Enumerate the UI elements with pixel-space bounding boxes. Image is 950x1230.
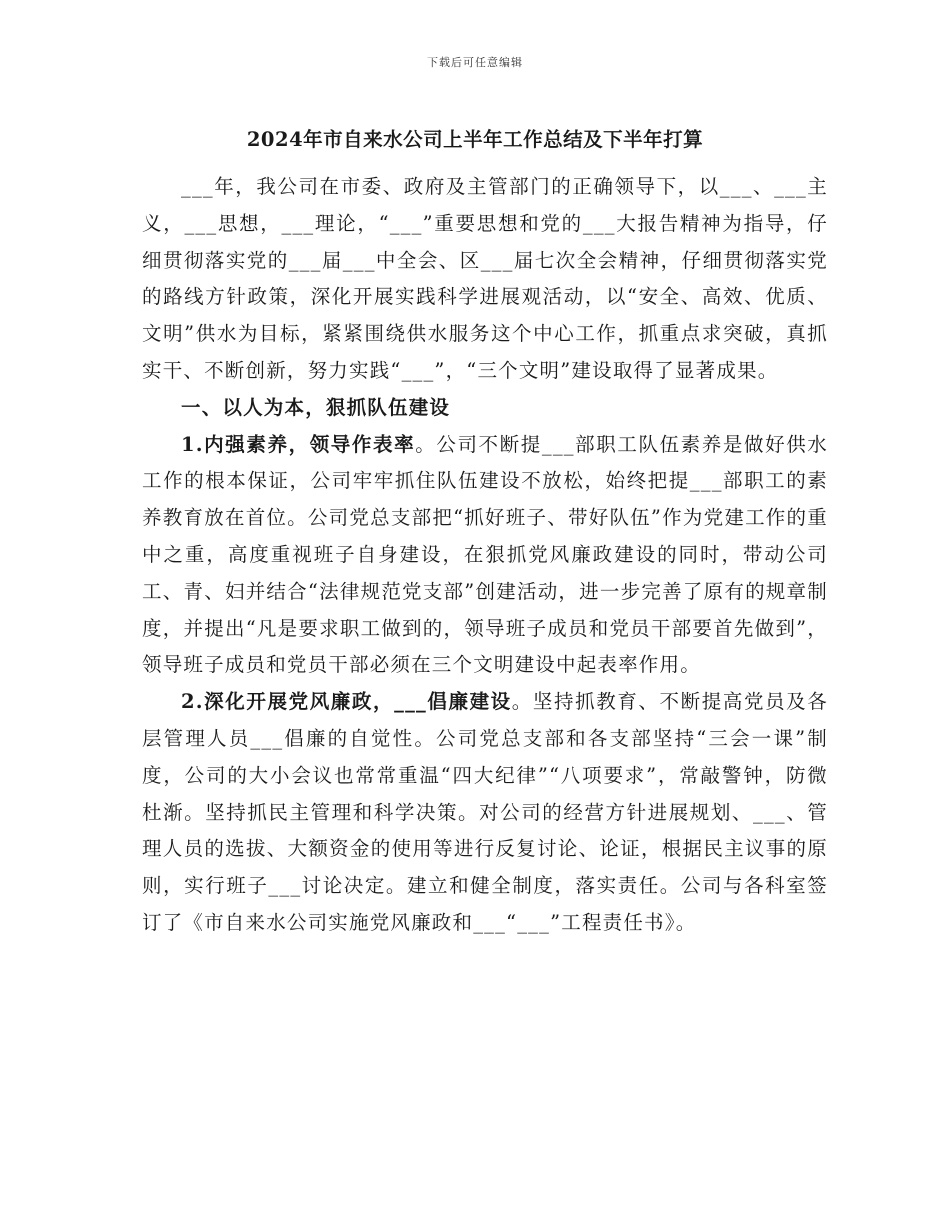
section-heading: 一、以人为本，狠抓队伍建设 xyxy=(181,395,451,419)
item-2-text: 。坚持抓教育、不断提高党员及各层管理人员___倡廉的自觉性。公司党总支部和各支部坚持“三会一课”制度，公司的大小会议也常常重温“四大纪律”“八项要求”，常敲警钟，防微杜渐。坚持抓民主管理和科学决策。对公司的经营方针进展规划、___、管理人员的选拔、大额资金的使用等进行反复讨论、论证，根据民主议事的原则，实行班子___讨论决定。建立和健全制度，落实责任。公司与各科室签订了《市自来水公司实施党风廉政和___“___”工程责任书》。 xyxy=(142,690,828,934)
paragraph-item-2 xyxy=(142,684,828,942)
item-1-text: 。公司不断提___部职工队伍素养是做好供水工作的根本保证，公司牢牢抓住队伍建设不放松，始终把提___部职工的素养教育放在首位。公司党总支部把“抓好班子、带好队伍”作为党建工作的重中之重，高度重视班子自身建设，在狠抓党风廉政建设的同时，带动公司工、青、妇并结合“法律规范党支部”创建活动，进一步完善了原有的规章制度，并提出“凡是要求职工做到的，领导班子成员和党员干部要首先做到”，领导班子成员和党员干部必须在三个文明建设中起表率作用。 xyxy=(142,432,828,677)
item-2-lead: 2.深化开展党风廉政，___倡廉建设 xyxy=(181,690,512,714)
intro-paragraph: ___年，我公司在市委、政府及主管部门的正确领导下，以___、___主义，___思想，___理论，“___”重要思想和党的___大报告精神为指导，仔细贯彻落实党的___届___中全会、区___届七次全会精神，仔细贯彻落实党的路线方针政策，深化开展实践科学进展观活动，以“安全、高效、优质、文明”供水为目标，紧紧围绕供水服务这个中心工作，抓重点求突破，真抓实干、不断创新，努力实践“___”，“三个文明”建设取得了显著成果。 xyxy=(142,175,828,382)
document-body xyxy=(142,169,828,942)
item-1-lead: 1.内强素养，领导作表率 xyxy=(181,432,416,456)
document-title: 2024年市自来水公司上半年工作总结及下半年打算 xyxy=(246,128,704,151)
header-note: 下载后可任意编辑 xyxy=(427,56,523,69)
paragraph-item-1 xyxy=(142,427,828,685)
